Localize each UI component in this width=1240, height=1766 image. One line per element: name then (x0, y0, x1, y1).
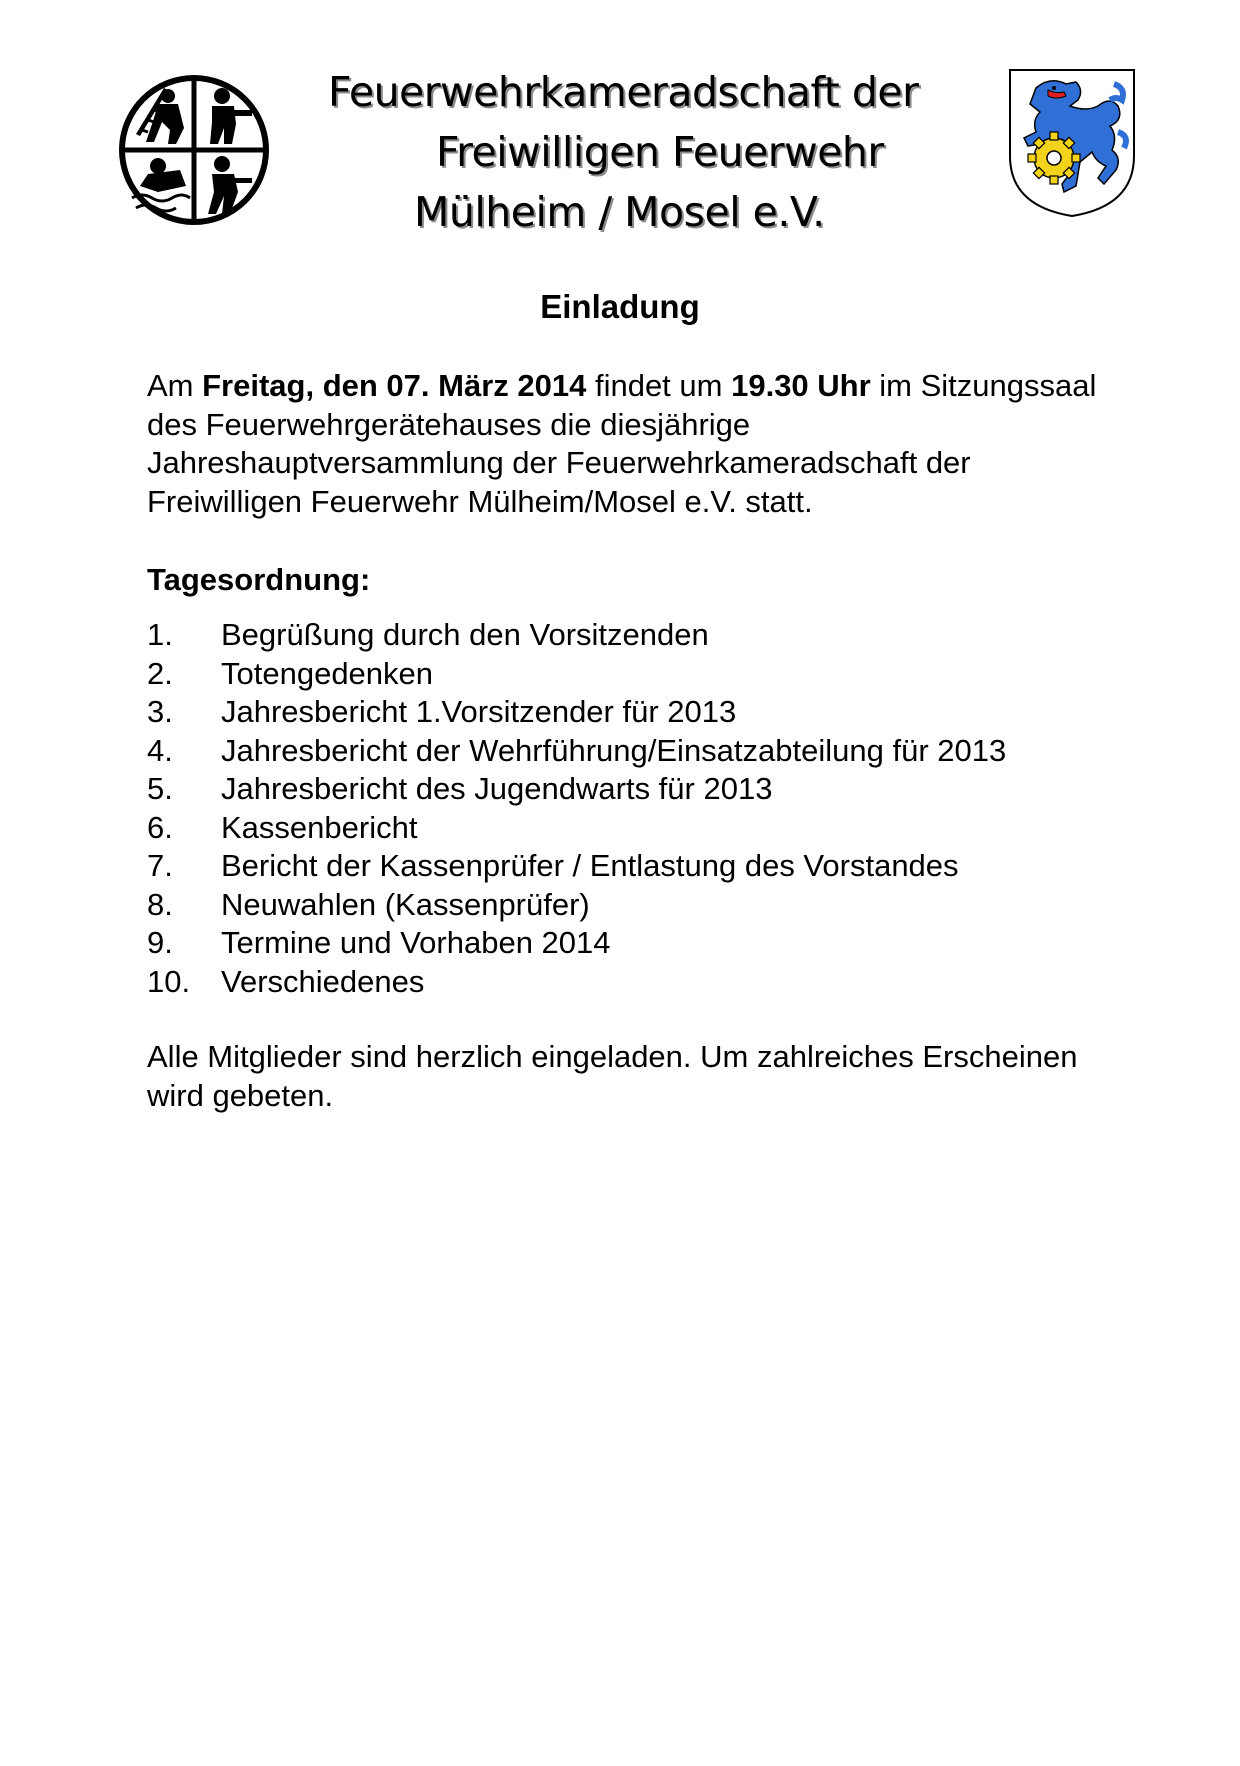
intro-text-3: im Sitzungssaal des Feuerwehrgerätehauses die diesjährige Jahreshauptversammlung der Feuerwehrkameradschaft der Freiwilligen Feuerwehr Mülheim/Mosel e.V. statt. (147, 368, 1097, 519)
firefighter-emblem-logo (118, 74, 270, 226)
agenda-item (147, 732, 1107, 771)
agenda-item-number: 3. (147, 694, 173, 729)
agenda-item-number: 5. (147, 771, 173, 806)
agenda-item-number: 2. (147, 655, 173, 691)
page-title: Einladung (540, 288, 700, 325)
agenda-item-text: Neuwahlen (Kassenprüfer) (221, 886, 590, 922)
agenda-item-number: 1. (147, 617, 173, 652)
header-line-3: Mülheim / Mosel e.V. (414, 188, 825, 236)
agenda-item (147, 963, 1107, 1002)
agenda-item (147, 924, 1107, 963)
agenda-item (147, 693, 1107, 732)
coat-of-arms-logo (1006, 66, 1138, 220)
meeting-time: 19.30 Uhr (731, 368, 871, 403)
agenda-item-text: Verschiedenes (221, 963, 425, 999)
agenda-item-number: 9. (147, 925, 173, 960)
agenda-item-text: Kassenbericht (221, 809, 418, 845)
meeting-date: Freitag, den 07. März 2014 (202, 368, 587, 403)
agenda-item-text: Begrüßung durch den Vorsitzenden (221, 617, 709, 652)
agenda-item-text: Jahresbericht der Wehrführung/Einsatzabteilung für 2013 (221, 732, 1007, 768)
header-line-2: Freiwilligen Feuerwehr (436, 128, 884, 176)
closing-paragraph: Alle Mitglieder sind herzlich eingeladen. Um zahlreiches Erscheinen wird gebeten. (147, 1039, 1078, 1113)
agenda-item-number: 10. (147, 963, 191, 999)
header-line-1: Feuerwehrkameradschaft der (328, 68, 919, 116)
agenda-item-number: 4. (147, 732, 173, 768)
agenda-item-text: Jahresbericht des Jugendwarts für 2013 (221, 771, 773, 806)
agenda-item (147, 770, 1107, 809)
agenda-item (147, 847, 1107, 886)
intro-text-2: findet um (586, 368, 732, 403)
agenda-item (147, 886, 1107, 925)
agenda-item-text: Termine und Vorhaben 2014 (221, 925, 611, 960)
agenda-item (147, 809, 1107, 848)
agenda-item-text: Totengedenken (221, 655, 434, 691)
agenda-item (147, 655, 1107, 694)
intro-paragraph (147, 367, 1107, 521)
agenda-item-number: 8. (147, 886, 173, 922)
agenda-item (147, 616, 1107, 655)
agenda-heading: Tagesordnung: (147, 562, 371, 597)
intro-text-1: Am (147, 368, 203, 403)
agenda-item-text: Bericht der Kassenprüfer / Entlastung des Vorstandes (221, 848, 959, 883)
agenda-item-number: 7. (147, 848, 173, 883)
agenda-list (147, 616, 1107, 1001)
agenda-item-text: Jahresbericht 1.Vorsitzender für 2013 (221, 694, 737, 729)
agenda-item-number: 6. (147, 809, 173, 845)
